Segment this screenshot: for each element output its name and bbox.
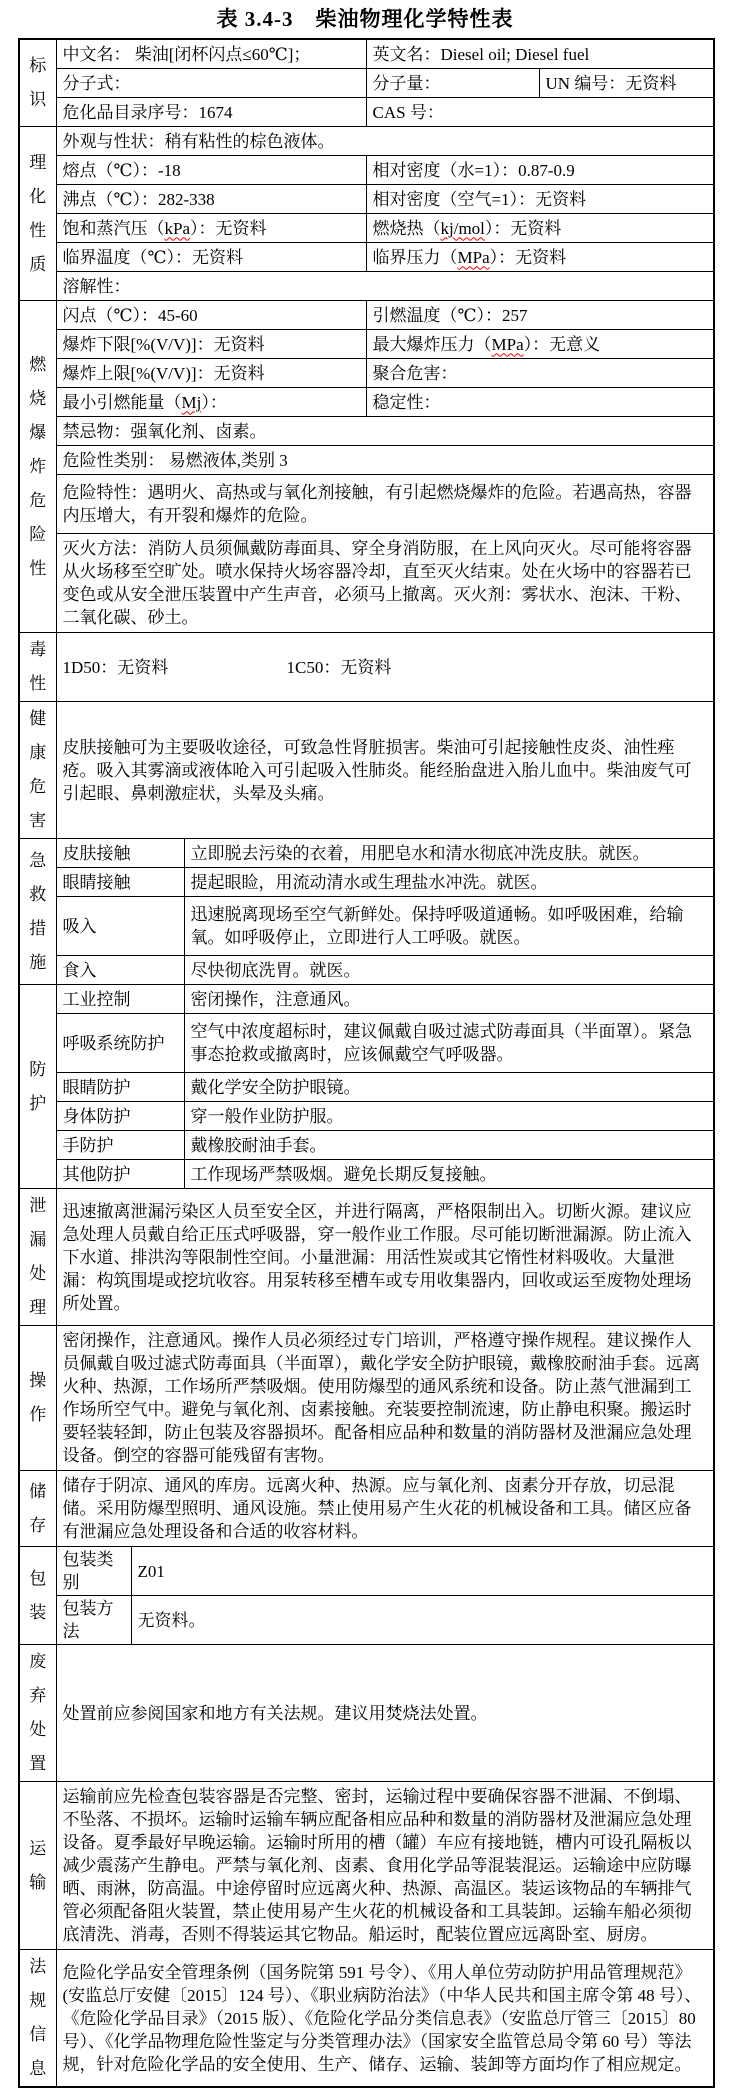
section-label-leakage: 泄漏处理 (19, 1189, 56, 1326)
cell-ingestion-label: 食入 (56, 956, 184, 985)
cell-inhalation-label: 吸入 (56, 897, 184, 956)
cell-min-ignition-energy: 最小引燃能量（Mj）： (56, 388, 366, 417)
cell-inhalation-text: 迅速脱离现场至空气新鲜处。保持呼吸道通畅。如呼吸困难，给输氧。如呼吸停止，立即进行人工呼吸。就医。 (184, 897, 714, 956)
cell-transport-text: 运输前应先检查包装容器是否完整、密封，运输过程中要确保容器不泄漏、不倒塌、不坠落、不损坏。运输时运输车辆应配备相应品种和数量的消防器材及泄漏应急处理设备。夏季最好早晚运输。运输时所用的槽（罐）车应有接地链，槽内可设孔隔板以减少震荡产生静电。严禁与氧化剂、卤素、食用化学品等混装混运。运输途中应防曝晒、雨淋，防高温。中途停留时应远离火种、热源、高温区。装运该物品的车辆排气管必须配备阻火装置，禁止使用易产生火花的机械设备和工具装卸。运输车船必须彻底清洗、消毒，否则不得装运其它物品。船运时，配装位置应远离卧室、厨房。 (56, 1782, 714, 1950)
cell-disposal-text: 处置前应参阅国家和地方有关法规。建议用焚烧法处置。 (56, 1645, 714, 1782)
cell-appearance: 外观与性状：稍有粘性的棕色液体。 (56, 127, 714, 156)
cell-stability: 稳定性： (366, 388, 714, 417)
cell-other-protection-label: 其他防护 (56, 1160, 184, 1189)
cell-respiratory-protection-text: 空气中浓度超标时，建议佩戴自吸过滤式防毒面具（半面罩）。紧急事态抢救或撤离时，应该佩戴空气呼吸器。 (184, 1014, 714, 1073)
section-label-transport: 运输 (19, 1782, 56, 1950)
cell-flash-point: 闪点（℃）：45-60 (56, 301, 366, 330)
section-label-storage: 储存 (19, 1471, 56, 1547)
cell-body-protection-label: 身体防护 (56, 1102, 184, 1131)
cell-melting-point: 熔点（℃）：-18 (56, 156, 366, 185)
cell-handling-text: 密闭操作，注意通风。操作人员必须经过专门培训，严格遵守操作规程。建议操作人员佩戴自吸过滤式防毒面具（半面罩），戴化学安全防护眼镜，戴橡胶耐油手套。远离火种、热源，工作场所严禁吸烟。使用防爆型的通风系统和设备。防止蒸气泄漏到工作场所空气中。避免与氧化剂、卤素接触。充装要控制流速，防止静电积聚。搬运时要轻装轻卸，防止包装及容器损坏。配备相应品种和数量的消防器材及泄漏应急处理设备。倒空的容器可能残留有害物。 (56, 1326, 714, 1471)
cell-eye-protection-text: 戴化学安全防护眼镜。 (184, 1073, 714, 1102)
cell-packaging-method-label: 包装方法 (56, 1596, 131, 1645)
cell-eye-protection-label: 眼睛防护 (56, 1073, 184, 1102)
cell-molecular-weight: 分子量： (366, 69, 539, 98)
cell-english-name: 英文名：Diesel oil; Diesel fuel (366, 39, 714, 69)
cell-incompatibles: 禁忌物：强氧化剂、卤素。 (56, 417, 714, 446)
cell-critical-pressure: 临界压力（MPa）：无资料 (366, 243, 714, 272)
cell-un-number: UN 编号：无资料 (539, 69, 714, 98)
cell-skin-contact-label: 皮肤接触 (56, 839, 184, 868)
cell-packaging-method-value: 无资料。 (131, 1596, 714, 1645)
lc50-value: 1C50：无资料 (286, 657, 392, 677)
cell-health-hazard: 皮肤接触可为主要吸收途径，可致急性肾脏损害。柴油可引起接触性皮炎、油性痤疮。吸入其雾滴或液体呛入可引起吸入性肺炎。能经胎盘进入胎儿血中。柴油废气可引起眼、鼻刺激症状，头晕及头痛。 (56, 702, 714, 839)
cell-regulations-text: 危险化学品安全管理条例（国务院第 591 号令）、《用人单位劳动防护用品管理规范》(安监总厅安健〔2015〕124 号）、《职业病防治法》（中华人民共和国主席令第 48 号）、《危险化学品目录》（2015 版）、《危险化学品分类信息表》（安监总厅管三〔2015〕80 号）、《化学品物理危险性鉴定与分类管理办法》（国家安全监管总局令第 60 号）等法规，针对危险化学品的安全使用、生产、储存、运输、装卸等方面均作了相应规定。 (56, 1950, 714, 2088)
cell-eye-contact-text: 提起眼睑，用流动清水或生理盐水冲洗。就医。 (184, 868, 714, 897)
cell-combustion-heat: 燃烧热（kj/mol）：无资料 (366, 214, 714, 243)
cell-ignition-temperature: 引燃温度（℃）：257 (366, 301, 714, 330)
cell-storage-text: 储存于阴凉、通风的库房。远离火种、热源。应与氧化剂、卤素分开存放，切忌混储。采用防爆型照明、通风设施。禁止使用易产生火花的机械设备和工具。储区应备有泄漏应急处理设备和合适的收容材料。 (56, 1471, 714, 1547)
ld50-value: 1D50：无资料 (62, 657, 169, 677)
cell-engineering-control-text: 密闭操作，注意通风。 (184, 985, 714, 1014)
cell-hand-protection-label: 手防护 (56, 1131, 184, 1160)
cell-packaging-category-value: Z01 (131, 1547, 714, 1596)
cell-hand-protection-text: 戴橡胶耐油手套。 (184, 1131, 714, 1160)
cell-eye-contact-label: 眼睛接触 (56, 868, 184, 897)
cell-explosion-lower-limit: 爆炸下限[%(V/V)]：无资料 (56, 330, 366, 359)
section-label-fire-explosion: 燃烧爆炸危险性 (19, 301, 56, 633)
msds-table (18, 38, 715, 2088)
cell-catalog-number: 危化品目录序号：1674 (56, 98, 366, 127)
cell-packaging-category-label: 包装类别 (56, 1547, 131, 1596)
cell-leakage-text: 迅速撤离泄漏污染区人员至安全区，并进行隔离，严格限制出入。切断火源。建议应急处理人员戴自给正压式呼吸器，穿一般作业工作服。尽可能切断泄漏源。防止流入下水道、排洪沟等限制性空间。小量泄漏：用活性炭或其它惰性材料吸收。大量泄漏：构筑围堤或挖坑收容。用泵转移至槽车或专用收集器内，回收或运至废物处理场所处置。 (56, 1189, 714, 1326)
section-label-disposal: 废弃处置 (19, 1645, 56, 1782)
cell-body-protection-text: 穿一般作业防护服。 (184, 1102, 714, 1131)
page-title: 表 3.4-3 柴油物理化学特性表 (216, 7, 514, 31)
cell-explosion-upper-limit: 爆炸上限[%(V/V)]：无资料 (56, 359, 366, 388)
cell-solubility: 溶解性： (56, 272, 714, 301)
section-label-physical: 理化性质 (19, 127, 56, 301)
spellcheck-underline: Mj (181, 392, 202, 412)
cell-polymerization-hazard: 聚合危害： (366, 359, 714, 388)
cell-ingestion-text: 尽快彻底洗胃。就医。 (184, 956, 714, 985)
cell-max-explosion-pressure: 最大爆炸压力（MPa）：无意义 (366, 330, 714, 359)
section-label-handling: 操作 (19, 1326, 56, 1471)
cell-hazard-traits: 危险特性：遇明火、高热或与氧化剂接触，有引起燃烧爆炸的危险。若遇高热，容器内压增大，有开裂和爆炸的危险。 (56, 475, 714, 534)
section-label-health: 健康危害 (19, 702, 56, 839)
cell-cas-number: CAS 号： (366, 98, 714, 127)
cell-hazard-class: 危险性类别： 易燃液体,类别 3 (56, 446, 714, 475)
cell-boiling-point: 沸点（℃）：282-338 (56, 185, 366, 214)
cell-fire-fighting: 灭火方法：消防人员须佩戴防毒面具、穿全身消防服，在上风向灭火。尽可能将容器从火场移至空旷处。喷水保持火场容器冷却，直至灭火结束。处在火场中的容器若已变色或从安全泄压装置中产生声音，必须马上撤离。灭火剂：雾状水、泡沫、干粉、二氧化碳、砂土。 (56, 534, 714, 633)
cell-respiratory-protection-label: 呼吸系统防护 (56, 1014, 184, 1073)
spellcheck-underline: kPa (164, 218, 190, 238)
section-label-first-aid: 急救措施 (19, 839, 56, 985)
cell-critical-temperature: 临界温度（℃）：无资料 (56, 243, 366, 272)
section-label-packaging: 包装 (19, 1547, 56, 1645)
cell-molecular-formula: 分子式： (56, 69, 366, 98)
cell-other-protection-text: 工作现场严禁吸烟。避免长期反复接触。 (184, 1160, 714, 1189)
section-label-regulations: 法规信息 (19, 1950, 56, 2088)
spellcheck-underline: kj/mol (440, 218, 485, 238)
section-label-toxicity: 毒性 (19, 633, 56, 702)
cell-relative-density-water: 相对密度（水=1）：0.87-0.9 (366, 156, 714, 185)
section-label-protection: 防护 (19, 985, 56, 1189)
cell-chinese-name: 中文名： 柴油[闭杯闪点≤60℃]； (56, 39, 366, 69)
cell-engineering-control-label: 工业控制 (56, 985, 184, 1014)
cell-toxicity (56, 633, 714, 702)
spellcheck-underline: MPa (457, 247, 490, 267)
cell-vapor-pressure: 饱和蒸汽压（kPa）：无资料 (56, 214, 366, 243)
section-label-identification: 标识 (19, 39, 56, 127)
spellcheck-underline: MPa (491, 334, 524, 354)
cell-relative-density-air: 相对密度（空气=1）：无资料 (366, 185, 714, 214)
cell-skin-contact-text: 立即脱去污染的衣着，用肥皂水和清水彻底冲洗皮肤。就医。 (184, 839, 714, 868)
